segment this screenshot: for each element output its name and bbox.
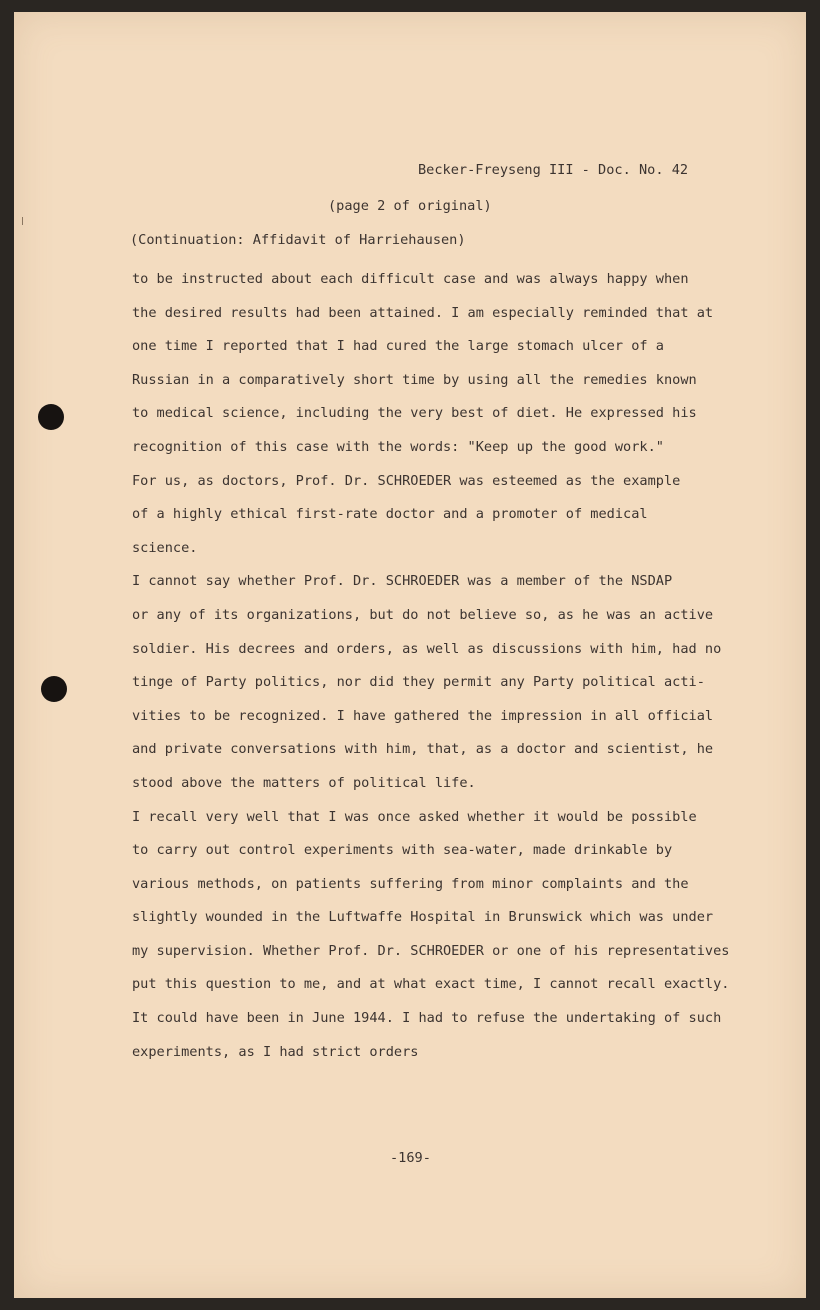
body-line: recognition of this case with the words: "Keep up the good work." xyxy=(132,438,664,455)
body-line: one time I reported that I had cured the large stomach ulcer of a xyxy=(132,338,664,355)
body-line: to carry out control experiments with sea-water, made drinkable by xyxy=(132,842,673,859)
body-line: science. xyxy=(132,539,198,556)
body-line: put this question to me, and at what exact time, I cannot recall exactly. xyxy=(132,976,730,993)
body-line: and private conversations with him, that, as a doctor and scientist, he xyxy=(132,741,714,758)
body-line: the desired results had been attained. I am especially reminded that at xyxy=(132,304,714,321)
body-line: to medical science, including the very best of diet. He expressed his xyxy=(132,405,697,422)
body-line: soldier. His decrees and orders, as well as discussions with him, had no xyxy=(132,640,722,657)
body-line: my supervision. Whether Prof. Dr. SCHROEDER or one of his representatives xyxy=(132,942,730,959)
paper-mark xyxy=(22,217,23,225)
body-line: or any of its organizations, but do not believe so, as he was an active xyxy=(132,606,714,623)
punch-hole-top xyxy=(38,404,64,430)
body-line: tinge of Party politics, nor did they permit any Party political acti- xyxy=(132,674,705,691)
body-line: of a highly ethical first-rate doctor and a promoter of medical xyxy=(132,506,648,523)
body-line: I recall very well that I was once asked whether it would be possible xyxy=(132,808,697,825)
body-line: vities to be recognized. I have gathered the impression in all official xyxy=(132,707,714,724)
affidavit-body xyxy=(132,263,729,1069)
body-line: various methods, on patients suffering from minor complaints and the xyxy=(132,875,689,892)
body-line: to be instructed about each difficult case and was always happy when xyxy=(132,271,689,287)
body-line: stood above the matters of political life. xyxy=(132,774,476,791)
body-line: For us, as doctors, Prof. Dr. SCHROEDER was esteemed as the example xyxy=(132,472,681,489)
punch-hole-bottom xyxy=(41,676,67,702)
document-page xyxy=(14,12,806,1298)
body-line: I cannot say whether Prof. Dr. SCHROEDER was a member of the NSDAP xyxy=(132,573,673,590)
document-reference: Becker-Freyseng III - Doc. No. 42 xyxy=(418,162,689,178)
body-line: slightly wounded in the Luftwaffe Hospital in Brunswick which was under xyxy=(132,909,714,926)
body-line: Russian in a comparatively short time by using all the remedies known xyxy=(132,371,697,388)
page-number: -169- xyxy=(390,1150,431,1166)
page-of-original: (page 2 of original) xyxy=(328,198,492,214)
body-line: experiments, as I had strict orders xyxy=(132,1043,419,1060)
body-line: It could have been in June 1944. I had to refuse the undertaking of such xyxy=(132,1010,722,1027)
continuation-note: (Continuation: Affidavit of Harriehausen) xyxy=(130,232,466,248)
